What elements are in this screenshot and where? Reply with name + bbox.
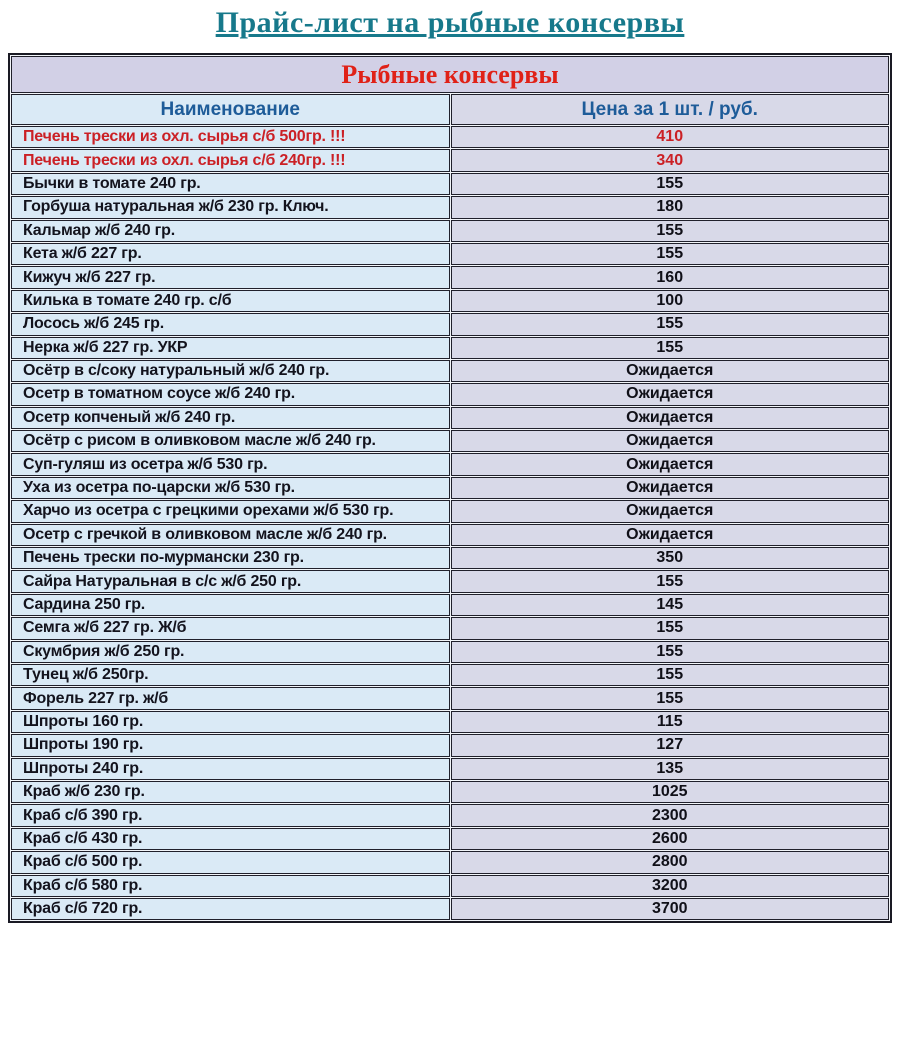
price-list-page <box>0 6 900 923</box>
price-cell: 155 <box>451 570 890 592</box>
table-row <box>11 500 889 522</box>
price-table <box>8 53 892 923</box>
price-cell: 350 <box>451 547 890 569</box>
table-row <box>11 781 889 803</box>
price-cell: 340 <box>451 149 890 171</box>
price-cell: 100 <box>451 290 890 312</box>
price-cell: 155 <box>451 641 890 663</box>
price-cell: 1025 <box>451 781 890 803</box>
price-cell: Ожидается <box>451 477 890 499</box>
product-name-cell: Шпроты 190 гр. <box>11 734 450 756</box>
column-header-row <box>11 94 889 125</box>
product-name-cell: Краб с/б 390 гр. <box>11 804 450 826</box>
price-cell: 2600 <box>451 828 890 850</box>
product-name-cell: Краб с/б 720 гр. <box>11 898 450 920</box>
price-cell: 155 <box>451 617 890 639</box>
table-row <box>11 290 889 312</box>
product-name-cell: Сайра Натуральная в с/с ж/б 250 гр. <box>11 570 450 592</box>
table-row <box>11 898 889 920</box>
table-row <box>11 266 889 288</box>
table-row <box>11 337 889 359</box>
page-title: Прайс-лист на рыбные консервы <box>215 6 685 39</box>
product-name-cell: Шпроты 240 гр. <box>11 758 450 780</box>
product-name-cell: Краб с/б 500 гр. <box>11 851 450 873</box>
price-cell: 160 <box>451 266 890 288</box>
product-name-cell: Горбуша натуральная ж/б 230 гр. Ключ. <box>11 196 450 218</box>
table-row <box>11 687 889 709</box>
table-row <box>11 711 889 733</box>
product-name-cell: Осётр в с/соку натуральный ж/б 240 гр. <box>11 360 450 382</box>
table-row <box>11 196 889 218</box>
price-cell: 3700 <box>451 898 890 920</box>
product-name-cell: Тунец ж/б 250гр. <box>11 664 450 686</box>
product-name-cell: Печень трески из охл. сырья с/б 500гр. !!! <box>11 126 450 148</box>
table-row <box>11 617 889 639</box>
product-name-cell: Уха из осетра по-царски ж/б 530 гр. <box>11 477 450 499</box>
product-name-cell: Краб с/б 430 гр. <box>11 828 450 850</box>
price-cell: 3200 <box>451 875 890 897</box>
price-cell: 155 <box>451 337 890 359</box>
table-row <box>11 570 889 592</box>
table-section-title: Рыбные консервы <box>11 56 889 93</box>
price-cell: Ожидается <box>451 430 890 452</box>
product-name-cell: Осетр копченый ж/б 240 гр. <box>11 407 450 429</box>
price-cell: 155 <box>451 687 890 709</box>
table-row <box>11 641 889 663</box>
product-name-cell: Лосось ж/б 245 гр. <box>11 313 450 335</box>
product-name-cell: Суп-гуляш из осетра ж/б 530 гр. <box>11 453 450 475</box>
table-row <box>11 664 889 686</box>
product-name-cell: Нерка ж/б 227 гр. УКР <box>11 337 450 359</box>
column-header-price: Цена за 1 шт. / руб. <box>451 94 890 125</box>
column-header-name: Наименование <box>11 94 450 125</box>
price-cell: Ожидается <box>451 453 890 475</box>
product-name-cell: Кальмар ж/б 240 гр. <box>11 220 450 242</box>
price-cell: Ожидается <box>451 383 890 405</box>
table-row <box>11 828 889 850</box>
product-name-cell: Шпроты 160 гр. <box>11 711 450 733</box>
table-row <box>11 524 889 546</box>
section-header-row <box>11 56 889 93</box>
table-row <box>11 547 889 569</box>
product-name-cell: Бычки в томате 240 гр. <box>11 173 450 195</box>
product-name-cell: Килька в томате 240 гр. с/б <box>11 290 450 312</box>
table-row <box>11 430 889 452</box>
table-row <box>11 758 889 780</box>
product-name-cell: Краб ж/б 230 гр. <box>11 781 450 803</box>
table-row <box>11 243 889 265</box>
price-cell: 155 <box>451 664 890 686</box>
table-row <box>11 594 889 616</box>
product-name-cell: Скумбрия ж/б 250 гр. <box>11 641 450 663</box>
table-row <box>11 734 889 756</box>
price-cell: 155 <box>451 173 890 195</box>
price-cell: 2800 <box>451 851 890 873</box>
product-name-cell: Кижуч ж/б 227 гр. <box>11 266 450 288</box>
table-row <box>11 804 889 826</box>
price-cell: Ожидается <box>451 360 890 382</box>
product-name-cell: Форель 227 гр. ж/б <box>11 687 450 709</box>
price-cell: 155 <box>451 220 890 242</box>
table-row <box>11 383 889 405</box>
table-row <box>11 126 889 148</box>
price-cell: 145 <box>451 594 890 616</box>
price-cell: 2300 <box>451 804 890 826</box>
price-cell: 155 <box>451 243 890 265</box>
product-name-cell: Осетр с гречкой в оливковом масле ж/б 240 гр. <box>11 524 450 546</box>
table-row <box>11 220 889 242</box>
product-name-cell: Краб с/б 580 гр. <box>11 875 450 897</box>
price-cell: 180 <box>451 196 890 218</box>
table-row <box>11 313 889 335</box>
price-cell: Ожидается <box>451 407 890 429</box>
product-name-cell: Печень трески по-мурмански 230 гр. <box>11 547 450 569</box>
product-name-cell: Сардина 250 гр. <box>11 594 450 616</box>
price-cell: 115 <box>451 711 890 733</box>
price-cell: Ожидается <box>451 524 890 546</box>
table-row <box>11 875 889 897</box>
table-row <box>11 149 889 171</box>
product-name-cell: Осетр в томатном соусе ж/б 240 гр. <box>11 383 450 405</box>
price-table-grid <box>10 55 890 921</box>
product-name-cell: Осётр с рисом в оливковом масле ж/б 240 гр. <box>11 430 450 452</box>
product-name-cell: Кета ж/б 227 гр. <box>11 243 450 265</box>
table-row <box>11 477 889 499</box>
table-row <box>11 851 889 873</box>
price-table-body <box>11 126 889 920</box>
price-cell: 410 <box>451 126 890 148</box>
price-cell: 155 <box>451 313 890 335</box>
product-name-cell: Семга ж/б 227 гр. Ж/б <box>11 617 450 639</box>
product-name-cell: Харчо из осетра с грецкими орехами ж/б 530 гр. <box>11 500 450 522</box>
table-row <box>11 453 889 475</box>
table-row <box>11 173 889 195</box>
table-row <box>11 407 889 429</box>
product-name-cell: Печень трески из охл. сырья с/б 240гр. !!! <box>11 149 450 171</box>
price-cell: 135 <box>451 758 890 780</box>
price-cell: Ожидается <box>451 500 890 522</box>
table-row <box>11 360 889 382</box>
price-cell: 127 <box>451 734 890 756</box>
